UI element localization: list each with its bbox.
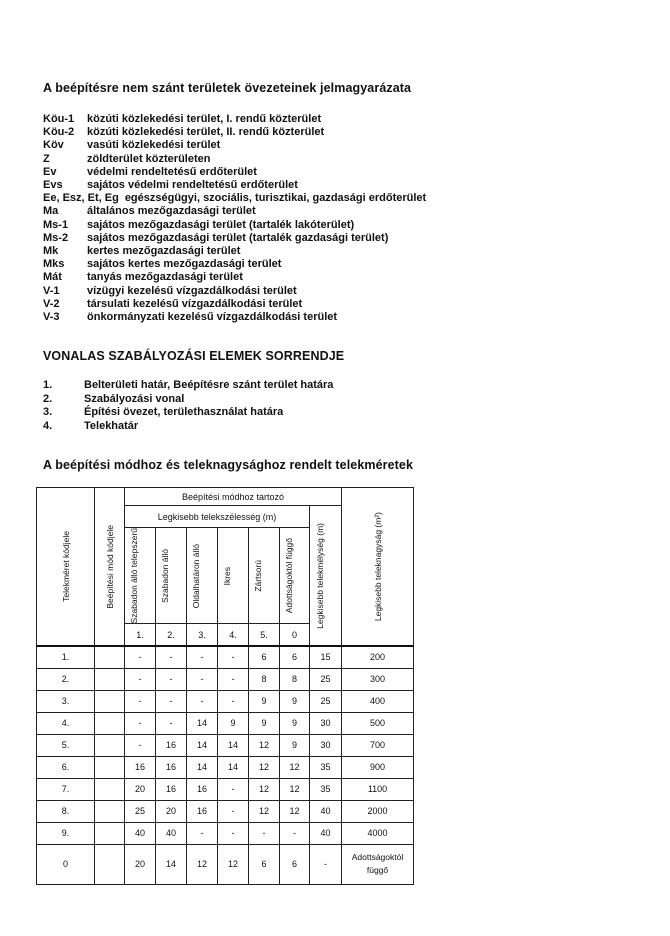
width-cell: - <box>218 646 249 669</box>
width-cell: - <box>187 646 218 669</box>
area-cell: 500 <box>342 712 414 734</box>
col-building-mode: Beépítési mód kódjele <box>95 488 125 646</box>
width-cell: - <box>218 778 249 800</box>
depth-cell: 25 <box>310 668 342 690</box>
legend-code: Ms-2 <box>43 231 69 244</box>
building-mode-cell <box>95 668 125 690</box>
col-width-type: Szabadon álló telepszerű <box>125 528 156 624</box>
legend-item <box>43 139 426 152</box>
legend-code: Mks <box>43 258 65 271</box>
item-text: Szabályozási vonal <box>84 392 185 405</box>
width-cell: - <box>187 690 218 712</box>
area-cell: 400 <box>342 690 414 712</box>
width-cell: - <box>125 690 156 712</box>
plot-size-table <box>36 487 414 885</box>
width-cell: - <box>156 712 187 734</box>
width-cell: 12 <box>280 756 310 778</box>
legend-code: Köu-1 <box>43 113 75 125</box>
item-number: 2. <box>43 392 53 405</box>
col-width-index: 5. <box>249 624 280 646</box>
width-cell: 12 <box>249 800 280 822</box>
legend-code: Ma <box>43 205 59 218</box>
table-row <box>37 844 414 884</box>
building-mode-cell <box>95 778 125 800</box>
legend-desc: sajátos mezőgazdasági terület (tartalék gazdasági terület) <box>87 231 389 244</box>
building-mode-cell <box>95 712 125 734</box>
depth-cell: - <box>310 844 342 884</box>
plot-code-cell: 4. <box>37 712 95 734</box>
table-row <box>37 690 414 712</box>
table-row <box>37 778 414 800</box>
area-cell: 1100 <box>342 778 414 800</box>
width-cell: - <box>187 668 218 690</box>
legend-desc: közúti közlekedési terület, II. rendű közterület <box>87 126 325 139</box>
col-width-type: Oldalhatáron álló <box>187 528 218 624</box>
item-text: Építési övezet, területhasználat határa <box>84 406 284 418</box>
col-width-type: Zártsorú <box>249 528 280 624</box>
legend-code: Mát <box>43 271 62 284</box>
area-line: függő <box>366 865 389 876</box>
table-row <box>37 822 414 844</box>
depth-cell: 30 <box>310 734 342 756</box>
table-row <box>37 712 414 734</box>
depth-cell: 25 <box>310 690 342 712</box>
depth-cell: 40 <box>310 800 342 822</box>
plot-code-cell: 8. <box>37 800 95 822</box>
width-cell: - <box>156 646 187 669</box>
width-cell: 40 <box>125 822 156 844</box>
building-mode-cell <box>95 690 125 712</box>
plot-code-cell: 6. <box>37 756 95 778</box>
width-cell: 14 <box>187 734 218 756</box>
line-elements-title: VONALAS SZABÁLYOZÁSI ELEMEK SORRENDJE <box>43 349 345 363</box>
width-cell: 12 <box>249 734 280 756</box>
building-mode-cell <box>95 646 125 669</box>
width-cell: 9 <box>280 712 310 734</box>
width-cell: 40 <box>156 822 187 844</box>
width-cell: 25 <box>125 800 156 822</box>
legend-desc: védelmi rendeltetésű erdőterület <box>87 165 257 178</box>
width-cell: 12 <box>280 778 310 800</box>
width-cell: 20 <box>125 844 156 884</box>
legend-code: V-1 <box>43 284 60 297</box>
legend-code: V-2 <box>43 297 60 310</box>
width-cell: 6 <box>249 844 280 884</box>
col-min-depth: Legkisebb telekmélység (m) <box>310 506 342 646</box>
area-cell: 2000 <box>342 800 414 822</box>
width-cell: - <box>218 822 249 844</box>
width-cell: 12 <box>249 778 280 800</box>
area-cell: 4000 <box>342 822 414 844</box>
item-text: Telekhatár <box>84 419 139 432</box>
width-cell: 6 <box>280 646 310 669</box>
legend-desc: társulati kezelésű vízgazdálkodási terület <box>87 297 303 310</box>
width-cell: 8 <box>249 668 280 690</box>
legend-item <box>43 153 426 166</box>
legend-desc: általános mezőgazdasági terület <box>87 205 256 218</box>
legend-desc: sajátos kertes mezőgazdasági terület <box>87 258 282 271</box>
line-element-item <box>43 420 333 434</box>
width-cell: 6 <box>249 646 280 669</box>
width-cell: 20 <box>125 778 156 800</box>
depth-cell: 35 <box>310 756 342 778</box>
legend-desc: önkormányzati kezelésű vízgazdálkodási terület <box>87 311 338 324</box>
subgroup-header: Legkisebb telekszélesség (m) <box>125 506 310 528</box>
col-width-type: Adottságoktól függő <box>280 528 310 624</box>
legend-item <box>43 166 426 179</box>
width-cell: - <box>249 822 280 844</box>
width-cell: 14 <box>187 712 218 734</box>
building-mode-cell <box>95 800 125 822</box>
width-cell: 6 <box>280 844 310 884</box>
legend-code: Ev <box>43 165 57 178</box>
width-cell: 8 <box>280 668 310 690</box>
legend-item <box>43 285 426 298</box>
width-cell: 9 <box>249 712 280 734</box>
legend-desc: sajátos mezőgazdasági terület (tartalék lakóterület) <box>87 218 355 231</box>
legend-code: Mk <box>43 245 59 258</box>
legend-item <box>43 205 426 218</box>
item-number: 3. <box>43 406 53 418</box>
group-header: Beépítési módhoz tartozó <box>125 488 342 506</box>
width-cell: 9 <box>280 734 310 756</box>
width-cell: 14 <box>187 756 218 778</box>
area-cell: 300 <box>342 668 414 690</box>
item-number: 1. <box>43 379 53 391</box>
area-line: Adottságoktól <box>351 852 404 863</box>
table-row <box>37 668 414 690</box>
width-cell: 16 <box>187 778 218 800</box>
area-cell: 200 <box>342 646 414 669</box>
line-element-item <box>43 379 333 393</box>
width-cell: 9 <box>218 712 249 734</box>
width-cell: 16 <box>156 734 187 756</box>
legend-desc: vízügyi kezelésű vízgazdálkodási terület <box>87 284 297 297</box>
legend-desc: zöldterület közterületen <box>87 152 211 165</box>
width-cell: - <box>218 668 249 690</box>
legend-desc: tanyás mezőgazdasági terület <box>87 271 243 284</box>
col-width-index: 4. <box>218 624 249 646</box>
table-row <box>37 756 414 778</box>
area-cell: 900 <box>342 756 414 778</box>
depth-cell: 35 <box>310 778 342 800</box>
legend-desc: egészségügyi, szociális, turisztikai, gazdasági erdőterület <box>124 192 427 205</box>
width-cell: 14 <box>218 734 249 756</box>
legend-item <box>43 245 426 258</box>
depth-cell: 30 <box>310 712 342 734</box>
legend-item <box>43 271 426 284</box>
width-cell: 9 <box>249 690 280 712</box>
width-cell: - <box>280 822 310 844</box>
legend-item <box>43 179 426 192</box>
depth-cell: 15 <box>310 646 342 669</box>
plot-code-cell: 5. <box>37 734 95 756</box>
col-min-area: Legkisebb teleknagyság (m²) <box>342 488 414 646</box>
width-cell: - <box>125 646 156 669</box>
width-cell: 16 <box>125 756 156 778</box>
table-row <box>37 646 414 669</box>
zone-legend <box>43 113 426 324</box>
width-cell: - <box>125 734 156 756</box>
width-cell: 12 <box>187 844 218 884</box>
width-cell: - <box>125 712 156 734</box>
legend-item <box>43 219 426 232</box>
plot-code-cell: 0 <box>37 844 95 884</box>
col-width-index: 2. <box>156 624 187 646</box>
col-width-type: Szabadon álló <box>156 528 187 624</box>
legend-item <box>43 232 426 245</box>
legend-item <box>43 126 426 139</box>
table-row <box>37 734 414 756</box>
width-cell: 12 <box>280 800 310 822</box>
line-element-item <box>43 393 333 407</box>
area-cell <box>342 844 414 884</box>
depth-cell: 40 <box>310 822 342 844</box>
legend-title: A beépítésre nem szánt területek övezeteinek jelmagyarázata <box>43 81 412 95</box>
width-cell: 14 <box>156 844 187 884</box>
legend-code: Köv <box>43 139 64 152</box>
width-cell: 16 <box>187 800 218 822</box>
item-number: 4. <box>43 419 53 432</box>
building-mode-cell <box>95 844 125 884</box>
plot-size-title: A beépítési módhoz és teleknagysághoz rendelt telekméretek <box>43 458 414 472</box>
building-mode-cell <box>95 756 125 778</box>
col-width-index: 1. <box>125 624 156 646</box>
col-width-index: 3. <box>187 624 218 646</box>
col-width-index: 0 <box>280 624 310 646</box>
col-width-type: Ikres <box>218 528 249 624</box>
col-plot-code: Telekméret kódjele <box>37 488 95 646</box>
legend-item <box>43 113 426 126</box>
legend-desc: közúti közlekedési terület, I. rendű közterület <box>87 113 322 125</box>
width-cell: - <box>156 668 187 690</box>
plot-code-cell: 9. <box>37 822 95 844</box>
line-elements-list <box>43 379 333 433</box>
legend-code: Köu-2 <box>43 126 75 139</box>
width-cell: 16 <box>156 756 187 778</box>
legend-code: Evs <box>43 179 63 192</box>
plot-code-cell: 3. <box>37 690 95 712</box>
legend-code: Ms-1 <box>43 218 69 231</box>
width-cell: - <box>218 690 249 712</box>
width-cell: 16 <box>156 778 187 800</box>
legend-item <box>43 298 426 311</box>
legend-item <box>43 311 426 324</box>
table-row <box>37 800 414 822</box>
legend-code: V-3 <box>43 311 60 324</box>
width-cell: 12 <box>249 756 280 778</box>
legend-desc: vasúti közlekedési terület <box>87 139 221 152</box>
plot-code-cell: 7. <box>37 778 95 800</box>
line-element-item <box>43 406 333 420</box>
legend-item <box>43 258 426 271</box>
legend-item <box>43 192 426 205</box>
legend-desc: kertes mezőgazdasági terület <box>87 245 241 258</box>
building-mode-cell <box>95 734 125 756</box>
width-cell: 12 <box>218 844 249 884</box>
legend-code: Z <box>43 152 50 165</box>
area-cell: 700 <box>342 734 414 756</box>
building-mode-cell <box>95 822 125 844</box>
plot-code-cell: 2. <box>37 668 95 690</box>
width-cell: - <box>218 800 249 822</box>
width-cell: - <box>187 822 218 844</box>
width-cell: - <box>156 690 187 712</box>
width-cell: 20 <box>156 800 187 822</box>
legend-code: Ee, Esz, Et, Eg <box>43 192 119 205</box>
width-cell: - <box>125 668 156 690</box>
legend-desc: sajátos védelmi rendeltetésű erdőterület <box>87 179 298 192</box>
item-text: Belterületi határ, Beépítésre szánt terület határa <box>84 379 334 391</box>
width-cell: 14 <box>218 756 249 778</box>
width-cell: 9 <box>280 690 310 712</box>
plot-code-cell: 1. <box>37 646 95 669</box>
